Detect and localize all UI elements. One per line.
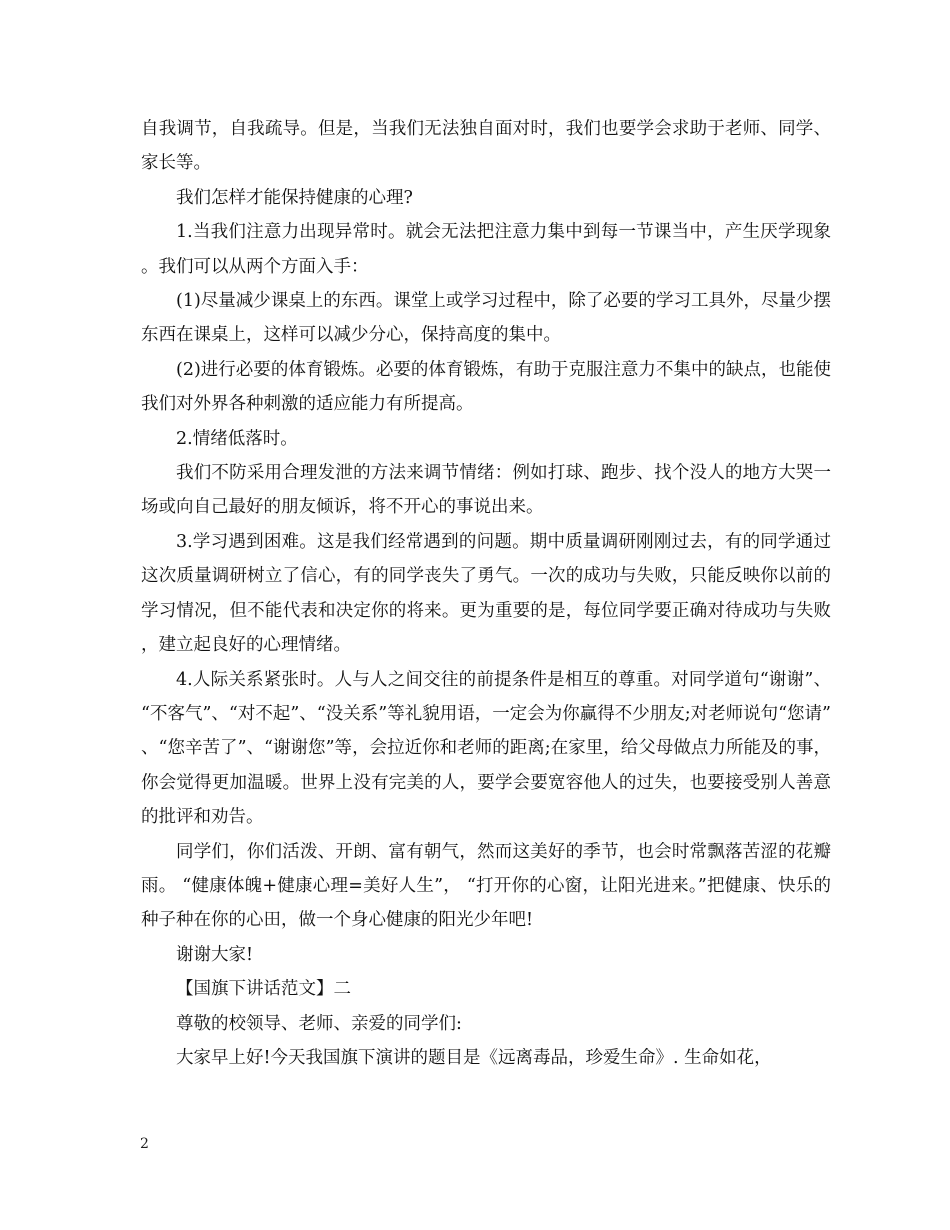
- paragraph: 3.学习遇到困难。这是我们经常遇到的问题。期中质量调研刚刚过去，有的同学通过这次质量调研树立了信心，有的同学丧失了勇气。一次的成功与失败，只能反映你以前的学习情况，但不能代表和决定你的将来。更为重要的是，每位同学要正确对待成功与失败，建立起良好的心理情绪。: [141, 531, 831, 656]
- document-body: [141, 112, 831, 1075]
- paragraph: 2.情绪低落时。: [176, 428, 298, 449]
- paragraph: 自我调节，自我疏导。但是，当我们无法独自面对时，我们也要学会求助于老师、同学、家长等。: [141, 119, 831, 174]
- paragraph: (1)尽量减少课桌上的东西。课堂上或学习过程中，除了必要的学习工具外，尽量少摆东西在课桌上，这样可以减少分心，保持高度的集中。: [141, 291, 831, 346]
- paragraph: 我们怎样才能保持健康的心理?: [176, 187, 413, 208]
- paragraph: 4.人际关系紧张时。人与人之间交往的前提条件是相互的尊重。对同学道句“谢谢”、“不客气”、“对不起”、“没关系”等礼貌用语，一定会为你赢得不少朋友;对老师说句“您请”、“您辛苦了”、“谢谢您”等，会拉近你和老师的距离;在家里，给父母做点力所能及的事，你会觉得更加温暖。世界上没有完美的人，要学会要宽容他人的过失，也要接受别人善意的批评和劝告。: [141, 669, 831, 828]
- paragraph: 我们不防采用合理发泄的方法来调节情绪：例如打球、跑步、找个没人的地方大哭一场或向自己最好的朋友倾诉，将不开心的事说出来。: [141, 463, 831, 518]
- paragraph: 大家早上好!今天我国旗下演讲的题目是《远离毒品，珍爱生命》. 生命如花，: [176, 1047, 772, 1068]
- section-heading: 【国旗下讲话范文】二: [176, 979, 351, 1000]
- salutation: 尊敬的校领导、老师、亲爱的同学们:: [176, 1013, 462, 1034]
- page-number: 2: [140, 1136, 149, 1152]
- paragraph: 同学们，你们活泼、开朗、富有朝气，然而这美好的季节，也会时常飘落苦涩的花瓣雨。 “健康体魄+健康心理=美好人生”， “打开你的心窗，让阳光进来。”把健康、快乐的种子种在你的心田，做一个身心健康的阳光少年吧!: [141, 841, 831, 931]
- paragraph: (2)进行必要的体育锻炼。必要的体育锻炼，有助于克服注意力不集中的缺点，也能使我们对外界各种刺激的适应能力有所提高。: [141, 359, 831, 415]
- paragraph: 1.当我们注意力出现异常时。就会无法把注意力集中到每一节课当中，产生厌学现象。我们可以从两个方面入手：: [141, 222, 831, 277]
- paragraph: 谢谢大家!: [176, 944, 254, 965]
